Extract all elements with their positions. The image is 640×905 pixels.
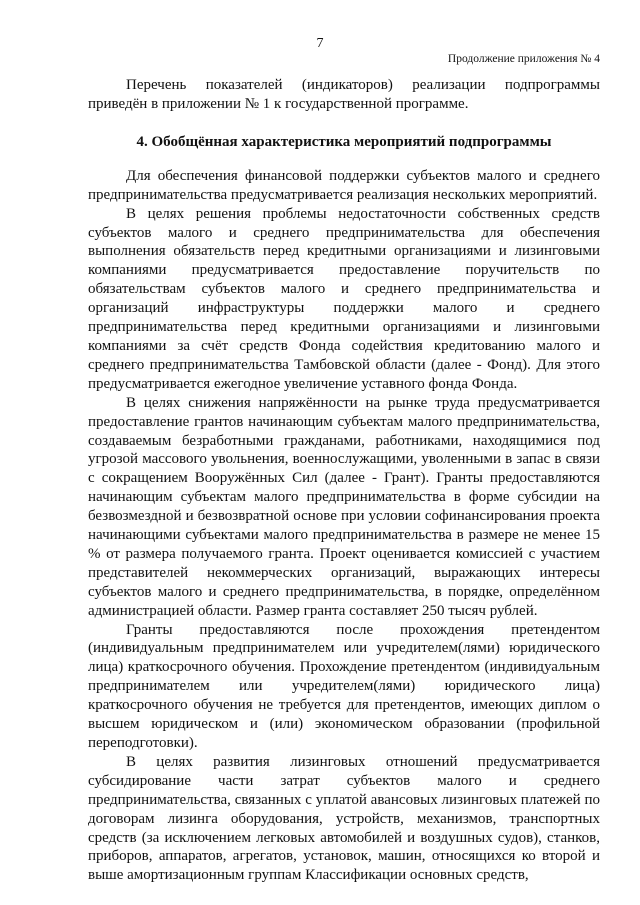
leasing-paragraph: В целях развития лизинговых отношений предусматривается субсидирование части затрат субъектов малого и среднего предпринимательства, связанных с уплатой авансовых лизинговых платежей по договорам лизинга оборудования, устройств, механизмов, транспортных средств (за исключением легковых автомобилей и воздушных судов), станков, приборов, аппаратов, агрегатов, установок, машин, относящихся ко второй и выше амортизационным группам Классификации основных средств, [88,753,600,884]
appendix-continuation-note: Продолжение приложения № 4 [447,53,600,65]
section-heading: 4. Обобщённая характеристика мероприятий подпрограммы [136,133,552,150]
page-number: 7 [316,36,324,51]
guarantees-paragraph: В целях решения проблемы недостаточности собственных средств субъектов малого и среднего предпринимательства для обеспечения выполнения обязательств перед кредитными организациями и лизинговыми компаниями предусматривается предоставление поручительств по обязательствам субъектов малого и среднего предпринимательства и организаций инфраструктуры поддержки малого и среднего предпринимательства перед кредитными организациями и лизинговыми компаниями за счёт средств Фонда содействия кредитованию малого и среднего предпринимательства Тамбовской области (далее - Фонд). Для этого предусматривается ежегодное увеличение уставного фонда Фонда. [88,205,600,392]
document-body [88,76,600,885]
grant-training-paragraph: Гранты предоставляются после прохождения претендентом (индивидуальным предпринимателем или учредителем(лями) юридического лица) краткосрочного обучения. Прохождение претендентом (индивидуальным предпринимателем или учредителем(лями) юридического лица) краткосрочного обучения не требуется для претендентов, имеющих диплом о высшем юридическом и (или) экономическом образовании (профильной переподготовки). [88,621,600,751]
financial-support-paragraph: Для обеспечения финансовой поддержки субъектов малого и среднего предпринимательства предусматривается реализация нескольких мероприятий. [88,167,600,203]
grants-paragraph: В целях снижения напряжённости на рынке труда предусматривается предоставление грантов начинающим субъектам малого предпринимательства, создаваемым безработными гражданами, работниками, находящимися под угрозой массового увольнения, военнослужащими, уволенными в запас в связи с сокращением Вооружённых Сил (далее - Грант). Гранты предоставляются начинающим субъектам малого предпринимательства в форме субсидии на безвозмездной и безвозвратной основе при условии софинансирования проекта начинающими субъектами малого предпринимательства в размере не менее 15 % от размера получаемого гранта. Проект оценивается комиссией с участием представителей некоммерческих организаций, выражающих интересы субъектов малого и среднего предпринимательства, в порядке, определённом администрацией области. Размер гранта составляет 250 тысяч рублей. [88,394,600,619]
intro-paragraph: Перечень показателей (индикаторов) реализации подпрограммы приведён в приложении № 1 к государственной программе. [88,77,600,112]
